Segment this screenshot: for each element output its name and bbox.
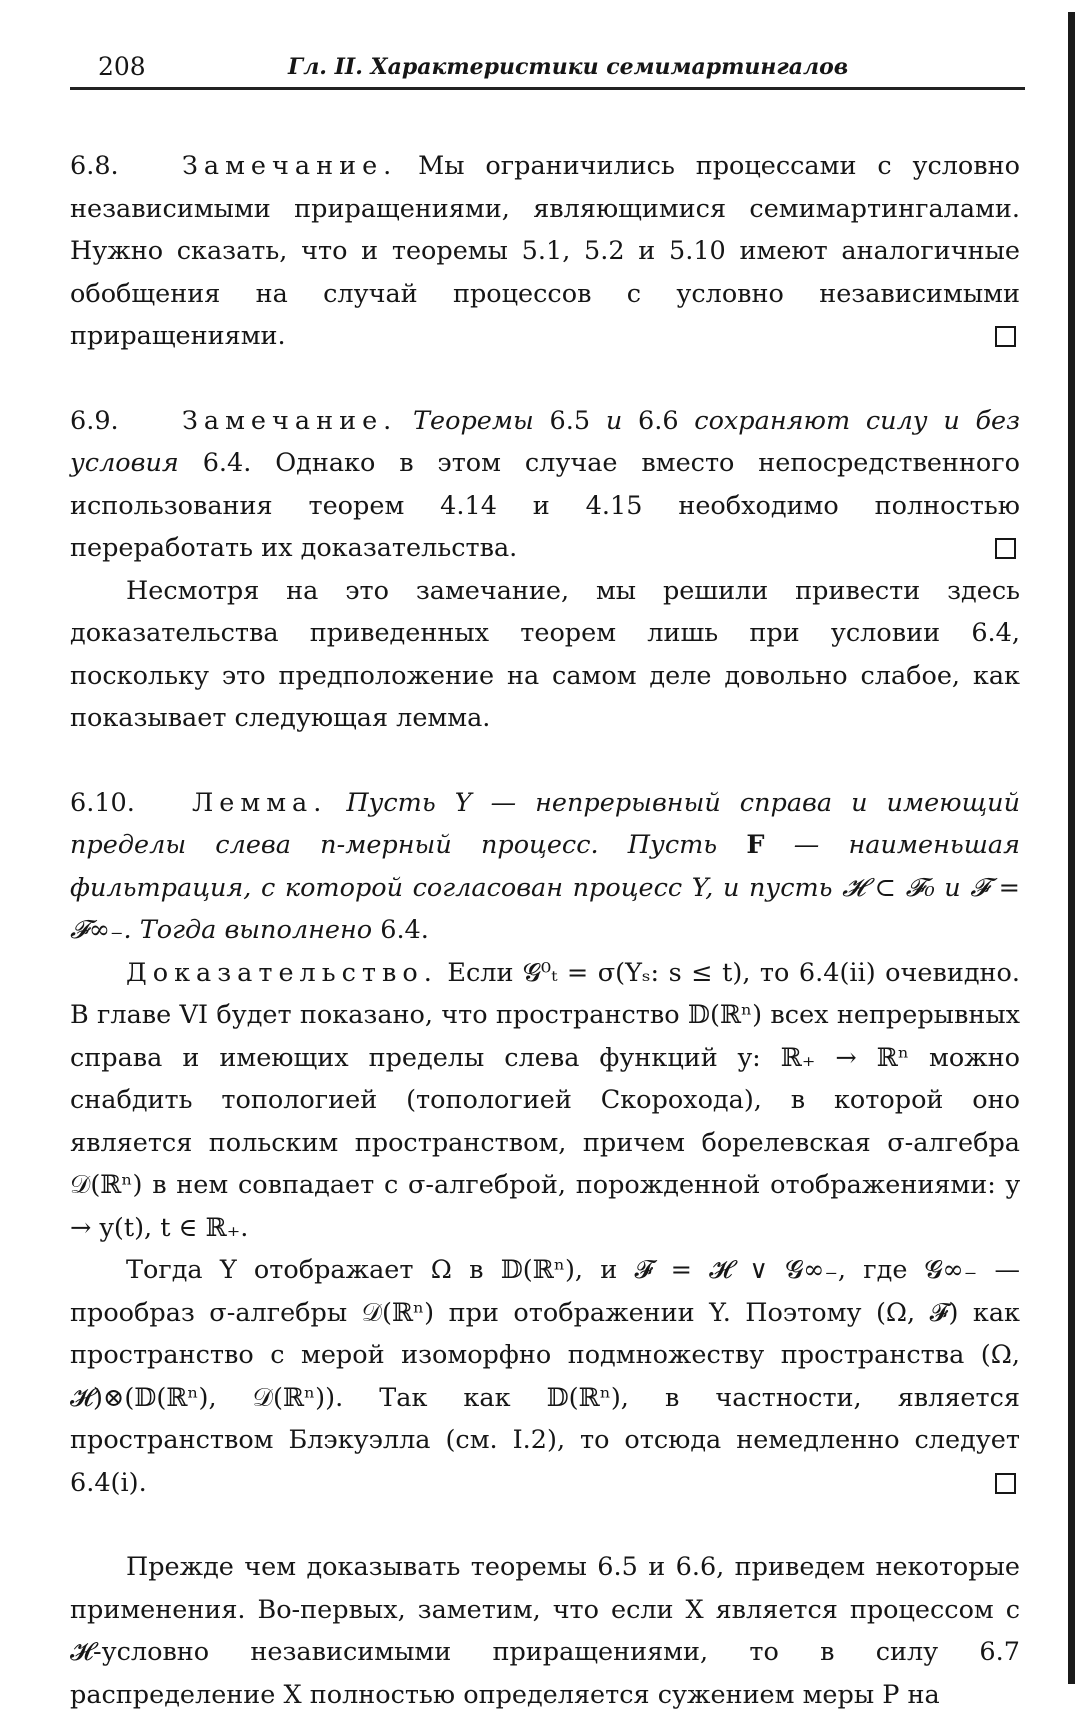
final-paragraph: Прежде чем доказывать теоремы 6.5 и 6.6, приведем некоторые применения. Во-первых, заметим, что если X является процессом с 𝓗-условно независимыми приращениями, то в силу 6.7 распределение X полностью определяется сужением меры P на bbox=[70, 1552, 1020, 1710]
qed-square-icon bbox=[995, 1473, 1016, 1494]
remark-italic: сохраняют силу и без условия bbox=[70, 405, 1021, 478]
proof-paragraph-2 bbox=[70, 1249, 1020, 1504]
lemma-number: 6.10. bbox=[70, 787, 135, 818]
proof-text: Если 𝓖⁰ₜ = σ(Yₛ: s ≤ t), то 6.4(ii) очевидно. В главе VI будет показано, что пространство 𝔻(ℝⁿ) всех непрерывных справа и имеющих пределы слева функций y: ℝ₊ → ℝⁿ можно снабдить топологией (топологией Скорохода), в которой оно является польским пространством, причем борелевская σ-алгебра 𝒟(ℝⁿ) в нем совпадает с σ-алгеброй, порожденной отображениями: y → y(t), t ∈ ℝ₊. bbox=[70, 957, 1020, 1243]
qed-square-icon bbox=[995, 538, 1016, 559]
page-number: 208 bbox=[98, 52, 146, 81]
qed-square-icon bbox=[995, 326, 1016, 347]
remark-label: Замечание. bbox=[182, 405, 398, 436]
remark-text: Мы ограничились процессами с условно независимыми приращениями, являющимися семимартингалами. Нужно сказать, что и теоремы 5.1, 5.2 и 5.10 имеют аналогичные обобщения на случай процессов с условно независимыми приращениями. bbox=[70, 151, 1020, 351]
theorem-ref: 6.5 bbox=[549, 405, 591, 436]
remark-label: Замечание. bbox=[182, 151, 398, 181]
remark-number: 6.9. bbox=[70, 405, 119, 436]
condition-ref: 6.4. bbox=[380, 915, 429, 945]
lemma-statement: Пусть Y — непрерывный справа и имеющий пределы слева n-мерный процесс. Пусть bbox=[70, 787, 1020, 860]
remark-6-9 bbox=[70, 400, 1020, 570]
condition-ref: 6.4. bbox=[202, 448, 252, 478]
remark-number: 6.8. bbox=[70, 151, 119, 181]
filtration-symbol: F bbox=[746, 830, 765, 860]
remark-6-8 bbox=[70, 145, 1020, 358]
page-header bbox=[70, 46, 1020, 86]
header-rule bbox=[70, 87, 1025, 90]
lemma-label: Лемма. bbox=[192, 787, 328, 818]
page-body bbox=[70, 145, 1020, 1716]
theorem-ref: 6.6 bbox=[638, 405, 679, 436]
remark-text: Однако в этом случае вместо непосредственного использования теорем 4.14 и 4.15 необходимо полностью переработать их доказательства. bbox=[70, 448, 1020, 563]
remark-italic: и bbox=[605, 405, 623, 436]
proof-text: Тогда Y отображает Ω в 𝔻(ℝⁿ), и 𝓕 = 𝓗 ∨ 𝓖∞₋, где 𝓖∞₋ — прообраз σ-алгебры 𝒟(ℝⁿ) при отображении Y. Поэтому (Ω, 𝓕) как пространство с мерой изоморфно подмножеству пространства (Ω, 𝓗)⊗(𝔻(ℝⁿ), 𝒟(ℝⁿ)). Так как 𝔻(ℝⁿ), в частности, является пространством Блэкуэлла (см. I.2), то отсюда немедленно следует 6.4(i). bbox=[70, 1255, 1020, 1498]
remark-italic: Теоремы bbox=[413, 405, 534, 436]
paragraph-after-remark: Несмотря на это замечание, мы решили привести здесь доказательства приведенных теорем лишь при условии 6.4, поскольку это предположение на самом деле довольно слабое, как показывает следующая лемма. bbox=[70, 575, 1020, 733]
lemma-6-10 bbox=[70, 782, 1020, 952]
proof-paragraph-1 bbox=[70, 952, 1020, 1250]
page-edge-shadow bbox=[1068, 12, 1075, 1684]
running-head: Гл. II. Характеристики семимартингалов bbox=[288, 54, 849, 80]
lemma-statement: — наименьшая фильтрация, с которой согласован процесс Y, и пусть 𝓗 ⊂ 𝓕₀ и 𝓕 = 𝓕∞₋. Тогда выполнено bbox=[70, 830, 1021, 945]
proof-label: Доказательство. bbox=[126, 957, 438, 988]
